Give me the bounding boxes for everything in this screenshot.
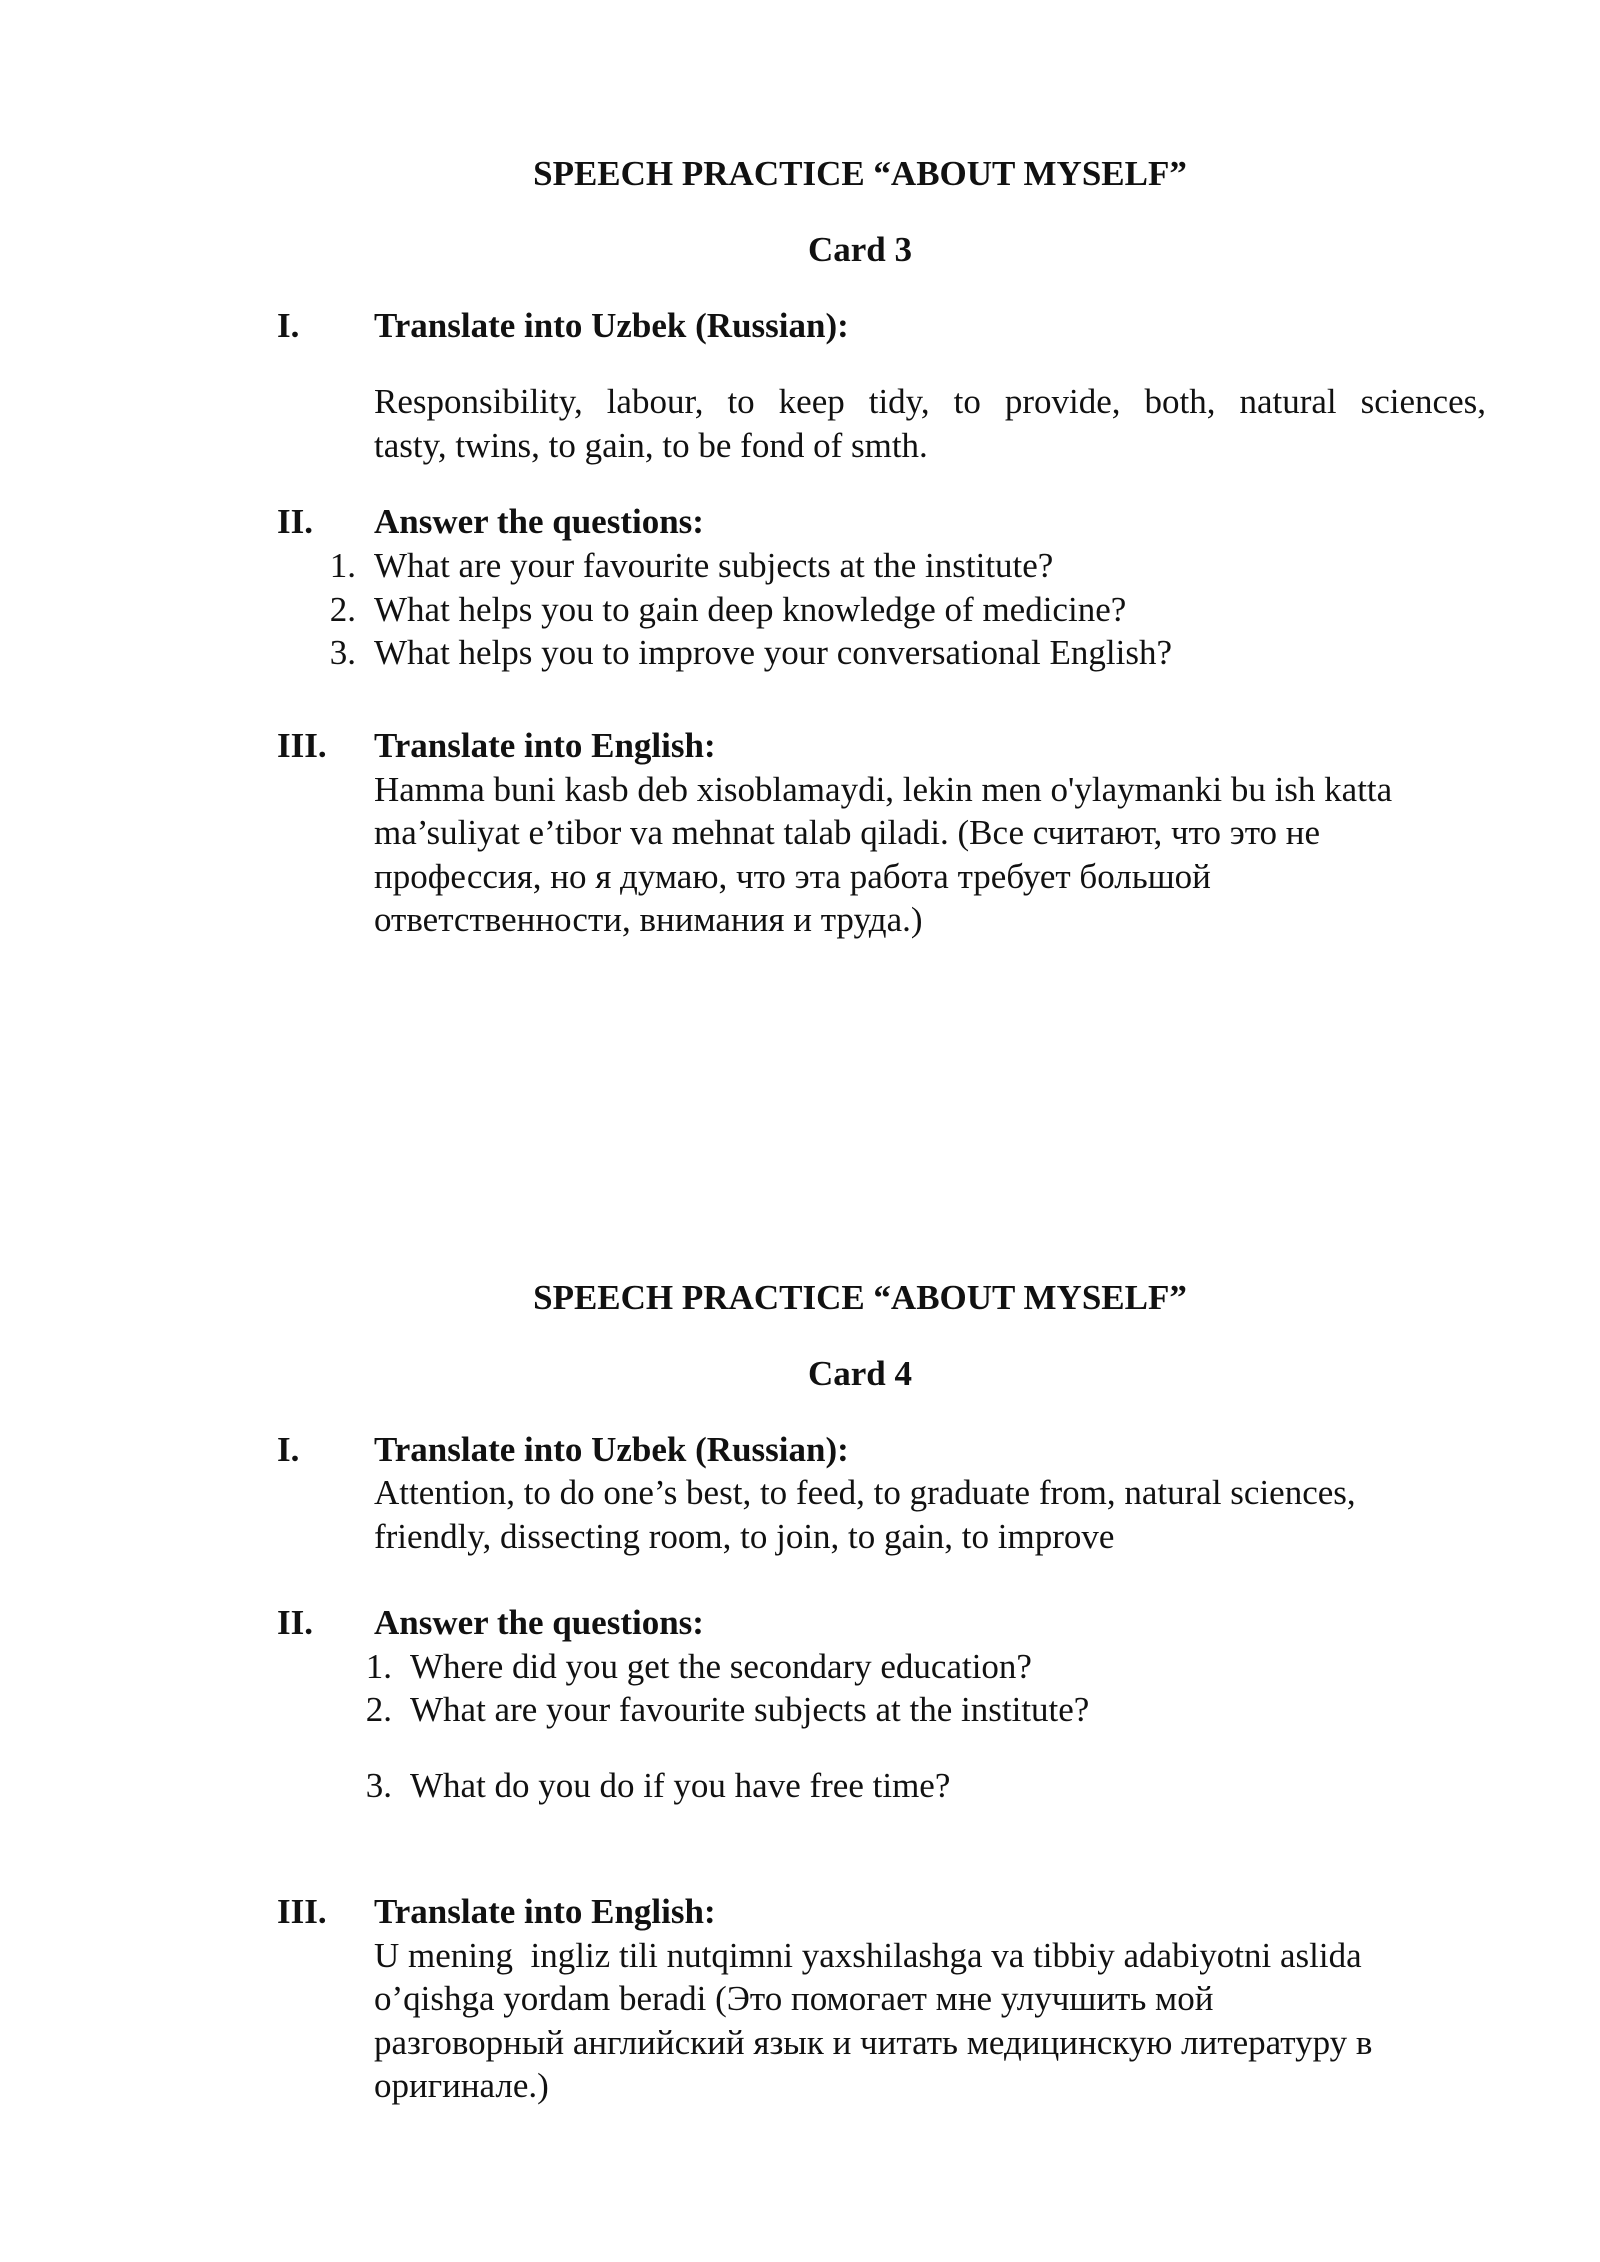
text-line: разговорный английский язык и читать медицинскую литературу в <box>374 2023 1373 2062</box>
question-number: 1. <box>329 546 356 585</box>
section-numeral: II. <box>277 1603 313 1642</box>
question-number: 2. <box>329 590 356 629</box>
text-line: Hamma buni kasb deb xisoblamaydi, lekin men o'ylaymanki bu ish katta <box>374 770 1393 809</box>
section-heading: Translate into Uzbek (Russian): <box>374 1430 849 1469</box>
text-line: Attention, to do one’s best, to feed, to graduate from, natural sciences, <box>374 1473 1356 1512</box>
text-line: Responsibility, labour, to keep tidy, to provide, both, natural sciences, <box>374 382 1486 421</box>
text-line: tasty, twins, to gain, to be fond of smth. <box>374 426 928 465</box>
question-number: 3. <box>329 633 356 672</box>
section-heading: Answer the questions: <box>374 1603 704 1642</box>
section-numeral: III. <box>277 1892 327 1931</box>
text-line: ответственности, внимания и труда.) <box>374 900 923 939</box>
section-numeral: I. <box>277 1430 300 1469</box>
text-line: o’qishga yordam beradi (Это помогает мне улучшить мой <box>374 1979 1214 2018</box>
section-heading: Translate into Uzbek (Russian): <box>374 306 849 345</box>
question-text: What helps you to improve your conversational English? <box>374 633 1173 672</box>
card-title: SPEECH PRACTICE “ABOUT MYSELF” <box>533 154 1187 193</box>
text-line: оригинале.) <box>374 2066 549 2105</box>
text-line: U mening ingliz tili nutqimni yaxshilashga va tibbiy adabiyotni aslida <box>374 1936 1362 1975</box>
question-text: What do you do if you have free time? <box>410 1766 951 1805</box>
section-numeral: II. <box>277 502 313 541</box>
text-line: ma’suliyat e’tibor va mehnat talab qiladi. (Все считают, что это не <box>374 813 1321 852</box>
section-text <box>374 380 1486 423</box>
question-text: What are your favourite subjects at the institute? <box>410 1690 1090 1729</box>
question-text: What are your favourite subjects at the institute? <box>374 546 1054 585</box>
question-number: 3. <box>365 1766 392 1805</box>
card-label: Card 4 <box>807 1354 913 1393</box>
section-heading: Translate into English: <box>374 726 716 765</box>
section-heading: Translate into English: <box>374 1892 716 1931</box>
text-line: профессия, но я думаю, что эта работа требует большой <box>374 857 1211 896</box>
section-numeral: III. <box>277 726 327 765</box>
text-line: friendly, dissecting room, to join, to gain, to improve <box>374 1517 1115 1556</box>
question-number: 2. <box>365 1690 392 1729</box>
card-label: Card 3 <box>807 230 913 269</box>
question-text: What helps you to gain deep knowledge of medicine? <box>374 590 1127 629</box>
card-title: SPEECH PRACTICE “ABOUT MYSELF” <box>533 1278 1187 1317</box>
section-numeral: I. <box>277 306 300 345</box>
section-heading: Answer the questions: <box>374 502 704 541</box>
question-text: Where did you get the secondary education? <box>410 1647 1032 1686</box>
question-number: 1. <box>365 1647 392 1686</box>
